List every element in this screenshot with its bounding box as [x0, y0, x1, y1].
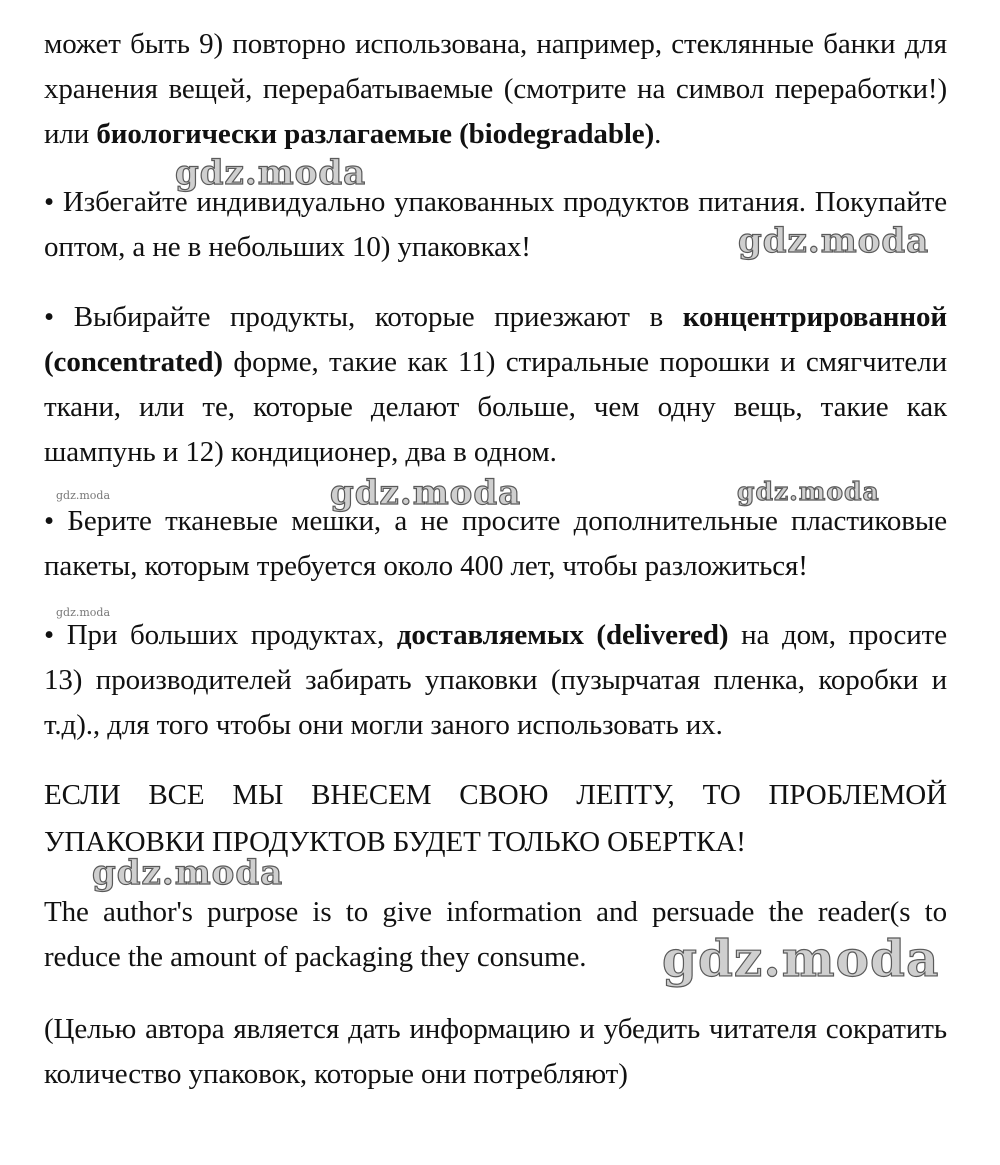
paragraph-text: может быть 9) повторно использована, например, стеклянные банки для хранения вещей, перерабатываемые (смотрите на символ переработки!) или — [44, 28, 947, 150]
paragraph-author-purpose-ru — [44, 1007, 947, 1097]
bold-term: биологически разлагаемые (biodegradable) — [96, 118, 655, 150]
paragraph-text: . — [654, 118, 662, 150]
paragraph-text: • Берите тканевые мешки, а не просите дополнительные пластиковые пакеты, которым требуется около 400 лет, чтобы разложиться! — [44, 505, 947, 582]
paragraph-text: • Выбирайте продукты, которые приезжают в — [44, 301, 683, 333]
watermark: gdz.moda — [92, 853, 284, 893]
watermark: gdz.moda — [56, 489, 111, 502]
paragraph-concentrated — [44, 295, 947, 475]
paragraph-text: • При больших продуктах, — [44, 619, 397, 651]
paragraph-delivered — [44, 613, 947, 748]
bold-term: доставляемых (delivered) — [396, 619, 729, 651]
watermark: gdz.moda — [738, 221, 930, 261]
paragraph-text: (Целью автора является дать информацию и убедить читателя сократить количество упаковок, которые они потребляют) — [44, 1013, 947, 1090]
paragraph-reuse — [44, 22, 947, 157]
paragraph-text: The author's purpose is to give information and persuade the reader(s to reduce the amount of packaging they consume. — [44, 896, 947, 973]
watermark: gdz.moda — [662, 929, 940, 988]
watermark: gdz.moda — [737, 477, 880, 506]
paragraph-conclusion-caps — [44, 772, 947, 866]
bold-term: концентрированной (concentrated) — [44, 301, 947, 378]
watermark: gdz.moda — [175, 153, 367, 193]
paragraph-text: • Избегайте индивидуально упакованных продуктов питания. Покупайте оптом, а не в небольших 10) упаковках! — [44, 186, 947, 263]
watermark: gdz.moda — [56, 606, 111, 619]
watermark: gdz.moda — [330, 473, 522, 513]
paragraph-text: на дом, просите 13) производителей забирать упаковки (пузырчатая пленка, коробки и т.д)., для того чтобы они могли заного использовать их. — [44, 619, 947, 741]
paragraph-text: форме, такие как 11) стиральные порошки и смягчители ткани, или те, которые делают больше, чем одну вещь, такие как шампунь и 12) кондиционер, два в одном. — [44, 346, 947, 468]
paragraph-text: ЕСЛИ ВСЕ МЫ ВНЕСЕМ СВОЮ ЛЕПТУ, ТО ПРОБЛЕМОЙ УПАКОВКИ ПРОДУКТОВ БУДЕТ ТОЛЬКО ОБЕРТКА! — [44, 779, 947, 858]
